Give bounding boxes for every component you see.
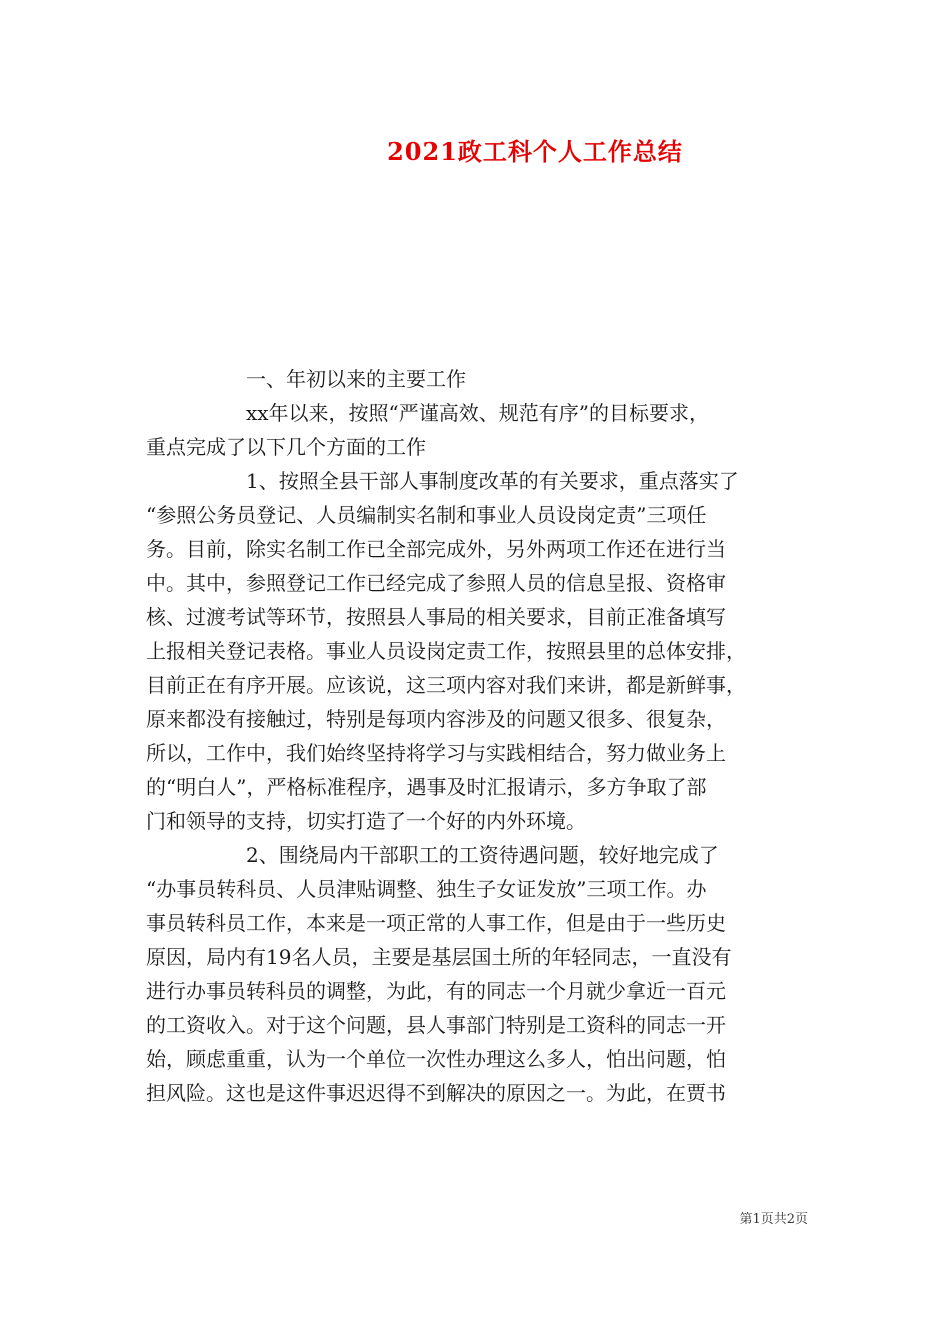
paragraph-2-line: 原因，局内有19名人员，主要是基层国土所的年轻同志，一直没有 — [146, 945, 732, 969]
paragraph-1-line: 原来都没有接触过，特别是每项内容涉及的问题又很多、很复杂， — [146, 707, 726, 731]
paragraph-1-line: “参照公务员登记、人员编制实名制和事业人员设岗定责”三项任 — [146, 503, 707, 527]
paragraph-2-line: 2、围绕局内干部职工的工资待遇问题，较好地完成了 — [246, 843, 719, 867]
paragraph-1-line: 1、按照全县干部人事制度改革的有关要求，重点落实了 — [246, 469, 739, 493]
paragraph-2-line: “办事员转科员、人员津贴调整、独生子女证发放”三项工作。办 — [146, 877, 707, 901]
paragraph-1-line: 的“明白人”，严格标准程序，遇事及时汇报请示，多方争取了部 — [146, 775, 707, 799]
paragraph-2-line: 的工资收入。对于这个问题，县人事部门特别是工资科的同志一开 — [146, 1013, 726, 1037]
section-heading: 一、年初以来的主要工作 — [246, 367, 466, 391]
paragraph-1-line: 门和领导的支持，切实打造了一个好的内外环境。 — [146, 809, 586, 833]
intro-line: 重点完成了以下几个方面的工作 — [146, 435, 426, 459]
paragraph-1-line: 上报相关登记表格。事业人员设岗定责工作，按照县里的总体安排， — [146, 639, 746, 663]
paragraph-2-line: 担风险。这也是这件事迟迟得不到解决的原因之一。为此，在贾书 — [146, 1081, 726, 1105]
paragraph-1-line: 中。其中，参照登记工作已经完成了参照人员的信息呈报、资格审 — [146, 571, 726, 595]
page-indicator: 第1页共2页 — [739, 1212, 808, 1227]
paragraph-1-line: 核、过渡考试等环节，按照县人事局的相关要求，目前正准备填写 — [146, 605, 726, 629]
intro-line: xx年以来，按照“严谨高效、规范有序”的目标要求， — [246, 401, 710, 425]
paragraph-1-line: 务。目前，除实名制工作已全部完成外，另外两项工作还在进行当 — [146, 537, 726, 561]
paragraph-2-line: 事员转科员工作，本来是一项正常的人事工作，但是由于一些历史 — [146, 911, 726, 935]
paragraph-1-line: 所以，工作中，我们始终坚持将学习与实践相结合，努力做业务上 — [146, 741, 726, 765]
document-body — [146, 362, 822, 1110]
paragraph-1-line: 目前正在有序开展。应该说，这三项内容对我们来讲，都是新鲜事， — [146, 673, 746, 697]
paragraph-2-line: 进行办事员转科员的调整，为此，有的同志一个月就少拿近一百元 — [146, 979, 726, 1003]
document-title: 2021政工科个人工作总结 — [387, 137, 683, 166]
paragraph-2-line: 始，顾虑重重，认为一个单位一次性办理这么多人，怕出问题，怕 — [146, 1047, 726, 1071]
